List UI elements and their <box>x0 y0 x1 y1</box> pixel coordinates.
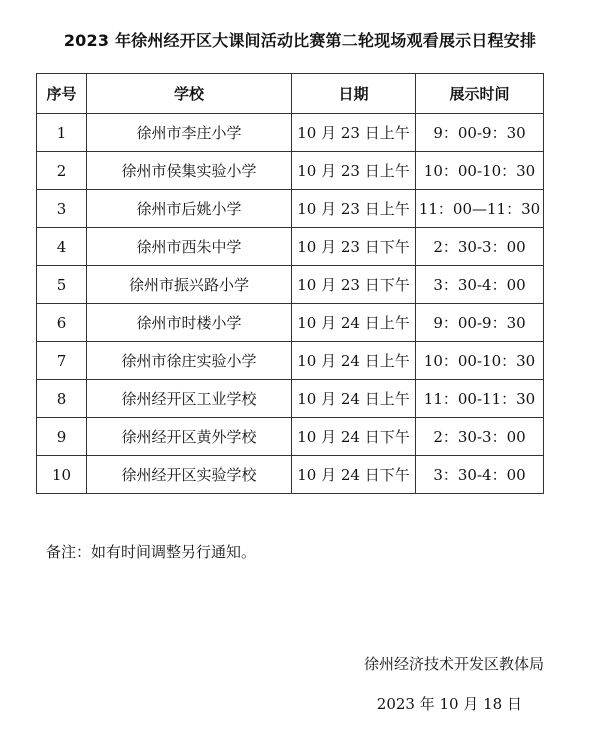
cell-school: 徐州经开区工业学校 <box>87 380 292 418</box>
cell-time: 2：30-3：00 <box>416 228 544 266</box>
header-no: 序号 <box>37 74 87 114</box>
remark-note: 备注：如有时间调整另行通知。 <box>46 543 257 561</box>
cell-date: 10 月 23 日上午 <box>292 152 416 190</box>
cell-no: 9 <box>37 418 87 456</box>
cell-no: 3 <box>37 190 87 228</box>
table-row <box>37 456 544 494</box>
cell-school: 徐州市振兴路小学 <box>87 266 292 304</box>
cell-date: 10 月 24 日下午 <box>292 418 416 456</box>
document-title: 2023 年徐州经开区大课间活动比赛第二轮现场观看展示日程安排 <box>63 31 537 50</box>
table-row <box>37 380 544 418</box>
cell-no: 2 <box>37 152 87 190</box>
cell-school: 徐州经开区黄外学校 <box>87 418 292 456</box>
cell-time: 9：00-9：30 <box>416 304 544 342</box>
cell-date: 10 月 23 日下午 <box>292 228 416 266</box>
cell-school: 徐州市李庄小学 <box>87 114 292 152</box>
table-row <box>37 190 544 228</box>
cell-school: 徐州市西朱中学 <box>87 228 292 266</box>
table-row <box>37 418 544 456</box>
cell-date: 10 月 24 日上午 <box>292 342 416 380</box>
table-row <box>37 342 544 380</box>
table-row <box>37 304 544 342</box>
issue-date: 2023 年 10 月 18 日 <box>376 695 522 713</box>
cell-no: 4 <box>37 228 87 266</box>
table-row <box>37 266 544 304</box>
cell-school: 徐州市侯集实验小学 <box>87 152 292 190</box>
cell-time: 2：30-3：00 <box>416 418 544 456</box>
table-row <box>37 228 544 266</box>
header-school: 学校 <box>87 74 292 114</box>
cell-no: 8 <box>37 380 87 418</box>
cell-time: 9：00-9：30 <box>416 114 544 152</box>
cell-time: 11：00-11：30 <box>416 380 544 418</box>
cell-school: 徐州市后姚小学 <box>87 190 292 228</box>
cell-time: 3：30-4：00 <box>416 456 544 494</box>
cell-no: 6 <box>37 304 87 342</box>
cell-time: 10：00-10：30 <box>416 152 544 190</box>
table-header-row <box>37 74 544 114</box>
cell-time: 11：00—11：30 <box>416 190 544 228</box>
cell-school: 徐州市徐庄实验小学 <box>87 342 292 380</box>
issuer-name: 徐州经济技术开发区教体局 <box>363 655 544 673</box>
cell-date: 10 月 23 日下午 <box>292 266 416 304</box>
schedule-table <box>36 73 544 494</box>
cell-no: 10 <box>37 456 87 494</box>
cell-no: 7 <box>37 342 87 380</box>
table-row <box>37 152 544 190</box>
cell-date: 10 月 24 日上午 <box>292 380 416 418</box>
cell-no: 1 <box>37 114 87 152</box>
cell-date: 10 月 23 日上午 <box>292 190 416 228</box>
cell-school: 徐州经开区实验学校 <box>87 456 292 494</box>
header-time: 展示时间 <box>416 74 544 114</box>
header-date: 日期 <box>292 74 416 114</box>
cell-school: 徐州市时楼小学 <box>87 304 292 342</box>
cell-time: 3：30-4：00 <box>416 266 544 304</box>
table-row <box>37 114 544 152</box>
cell-no: 5 <box>37 266 87 304</box>
cell-date: 10 月 24 日上午 <box>292 304 416 342</box>
cell-time: 10：00-10：30 <box>416 342 544 380</box>
cell-date: 10 月 23 日上午 <box>292 114 416 152</box>
cell-date: 10 月 24 日下午 <box>292 456 416 494</box>
